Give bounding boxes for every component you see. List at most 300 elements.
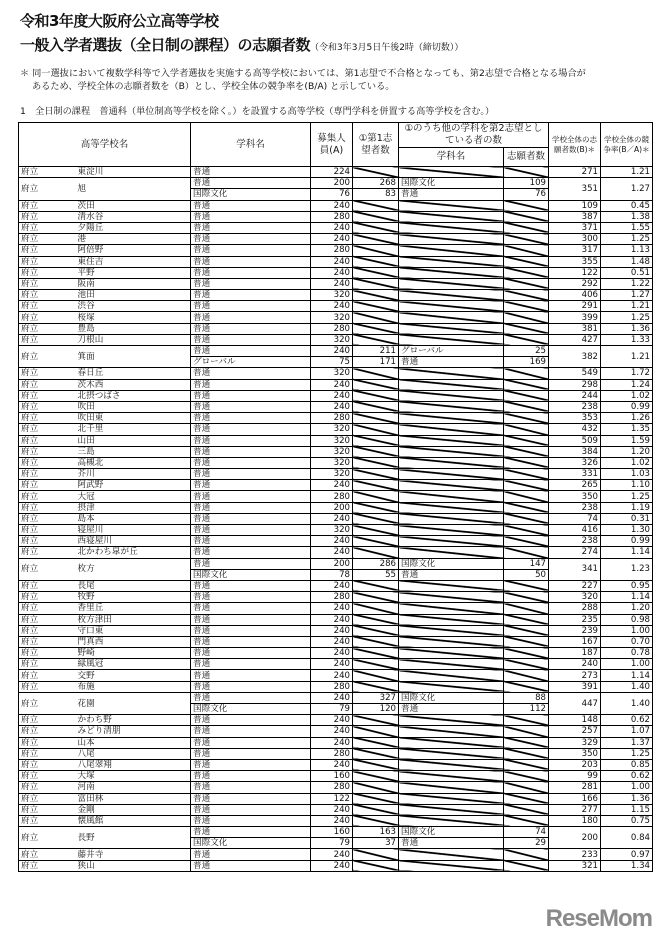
school-name-cell: 大冠 (76, 491, 191, 502)
ratio-cell: 1.25 (601, 312, 653, 323)
school-name-cell: 金剛 (76, 804, 191, 815)
table-row (19, 222, 653, 233)
second-dept-slash-cell (399, 491, 504, 502)
table-row (19, 558, 653, 569)
dept-cell: 普通 (191, 491, 311, 502)
capacity-cell: 240 (311, 480, 353, 491)
table-row (19, 614, 653, 625)
school-name-cell: 阿倍野 (76, 245, 191, 256)
dept-cell: 普通 (191, 379, 311, 390)
ratio-cell: 0.99 (601, 536, 653, 547)
second-count-slash-cell (504, 759, 549, 770)
second-dept-slash-cell (399, 748, 504, 759)
prefecture-cell: 府立 (19, 301, 76, 312)
second-dept-slash-cell (399, 771, 504, 782)
prefecture-cell: 府立 (19, 726, 76, 737)
table-row (19, 692, 653, 703)
ratio-cell: 1.36 (601, 793, 653, 804)
table-row (19, 334, 653, 345)
second-dept-slash-cell (399, 245, 504, 256)
table-row (19, 491, 653, 502)
total-applicants-cell: 233 (549, 849, 601, 860)
second-count-slash-cell (504, 636, 549, 647)
table-row (19, 827, 653, 838)
first-choice-slash-cell (353, 681, 399, 692)
total-applicants-cell: 74 (549, 513, 601, 524)
second-dept-slash-cell (399, 715, 504, 726)
first-choice-slash-cell (353, 860, 399, 871)
first-choice-cell: 327 (353, 692, 399, 703)
second-dept-cell: 国際文化 (399, 558, 504, 569)
second-count-cell: 50 (504, 569, 549, 580)
second-count-slash-cell (504, 502, 549, 513)
school-name-cell: 緑風冠 (76, 659, 191, 670)
dept-cell: 普通 (191, 648, 311, 659)
second-count-slash-cell (504, 278, 549, 289)
second-count-slash-cell (504, 491, 549, 502)
dept-cell: 普通 (191, 290, 311, 301)
second-dept-slash-cell (399, 737, 504, 748)
capacity-cell: 280 (311, 211, 353, 222)
ratio-cell: 1.48 (601, 256, 653, 267)
capacity-cell: 240 (311, 815, 353, 826)
total-applicants-cell: 167 (549, 636, 601, 647)
table-row (19, 603, 653, 614)
capacity-cell: 240 (311, 234, 353, 245)
dept-cell: 普通 (191, 222, 311, 233)
prefecture-cell: 府立 (19, 290, 76, 301)
first-choice-slash-cell (353, 267, 399, 278)
capacity-cell: 76 (311, 189, 353, 200)
total-applicants-cell: 271 (549, 167, 601, 178)
ratio-cell: 0.95 (601, 580, 653, 591)
school-name-cell: 箕面 (76, 346, 191, 368)
ratio-cell: 1.40 (601, 692, 653, 714)
second-dept-slash-cell (399, 614, 504, 625)
ratio-cell: 1.59 (601, 435, 653, 446)
first-choice-slash-cell (353, 290, 399, 301)
ratio-cell: 1.14 (601, 592, 653, 603)
document-subtitle (20, 34, 463, 55)
first-choice-slash-cell (353, 469, 399, 480)
prefecture-cell: 府立 (19, 547, 76, 558)
ratio-cell: 0.98 (601, 614, 653, 625)
capacity-cell: 240 (311, 648, 353, 659)
first-choice-slash-cell (353, 278, 399, 289)
school-name-cell: 阿武野 (76, 480, 191, 491)
second-count-slash-cell (504, 849, 549, 860)
dept-cell: 普通 (191, 558, 311, 569)
table-row (19, 547, 653, 558)
second-dept-cell: グローバル (399, 346, 504, 357)
prefecture-cell: 府立 (19, 759, 76, 770)
prefecture-cell: 府立 (19, 603, 76, 614)
ratio-cell: 0.78 (601, 648, 653, 659)
ratio-cell: 0.97 (601, 849, 653, 860)
table-row (19, 636, 653, 647)
capacity-cell: 240 (311, 726, 353, 737)
dept-cell: 普通 (191, 424, 311, 435)
first-choice-slash-cell (353, 737, 399, 748)
total-applicants-cell: 238 (549, 502, 601, 513)
second-dept-slash-cell (399, 390, 504, 401)
prefecture-cell: 府立 (19, 502, 76, 513)
first-choice-cell: 268 (353, 178, 399, 189)
total-applicants-cell: 300 (549, 234, 601, 245)
capacity-cell: 240 (311, 804, 353, 815)
table-row (19, 457, 653, 468)
total-applicants-cell: 292 (549, 278, 601, 289)
school-name-cell: 布施 (76, 681, 191, 692)
dept-cell: 普通 (191, 771, 311, 782)
second-dept-slash-cell (399, 256, 504, 267)
prefecture-cell: 府立 (19, 648, 76, 659)
table-row (19, 580, 653, 591)
school-name-cell: 芥川 (76, 469, 191, 480)
ratio-cell: 1.02 (601, 457, 653, 468)
prefecture-cell: 府立 (19, 222, 76, 233)
second-count-slash-cell (504, 748, 549, 759)
total-applicants-cell: 227 (549, 580, 601, 591)
dept-cell: 普通 (191, 636, 311, 647)
ratio-cell: 1.37 (601, 737, 653, 748)
dept-cell: 普通 (191, 234, 311, 245)
total-applicants-cell: 427 (549, 334, 601, 345)
prefecture-cell: 府立 (19, 469, 76, 480)
dept-cell: 普通 (191, 804, 311, 815)
second-count-slash-cell (504, 334, 549, 345)
school-name-cell: 港 (76, 234, 191, 245)
capacity-cell: 240 (311, 301, 353, 312)
first-choice-slash-cell (353, 759, 399, 770)
table-row (19, 323, 653, 334)
first-choice-cell: 83 (353, 189, 399, 200)
total-applicants-cell: 406 (549, 290, 601, 301)
capacity-cell: 320 (311, 290, 353, 301)
capacity-cell: 240 (311, 278, 353, 289)
prefecture-cell: 府立 (19, 413, 76, 424)
table-row (19, 782, 653, 793)
total-applicants-cell: 257 (549, 726, 601, 737)
applicants-table (18, 122, 653, 872)
dept-cell: 普通 (191, 547, 311, 558)
capacity-cell: 280 (311, 245, 353, 256)
second-count-cell: 29 (504, 838, 549, 849)
capacity-cell: 240 (311, 390, 353, 401)
first-choice-cell: 286 (353, 558, 399, 569)
second-dept-slash-cell (399, 603, 504, 614)
subtitle-main: 一般入学者選抜（全日制の課程）の志願者数 (20, 36, 311, 54)
total-applicants-cell: 240 (549, 659, 601, 670)
first-choice-slash-cell (353, 424, 399, 435)
prefecture-cell: 府立 (19, 424, 76, 435)
capacity-cell: 240 (311, 379, 353, 390)
second-dept-slash-cell (399, 424, 504, 435)
section-heading: 1 全日制の課程 普通科（単位制高等学校を除く。）を設置する高等学校（専門学科を併置する高等学校を含む。） (20, 106, 495, 117)
prefecture-cell: 府立 (19, 681, 76, 692)
second-dept-slash-cell (399, 659, 504, 670)
capacity-cell: 240 (311, 536, 353, 547)
table-row (19, 469, 653, 480)
header-second-choice: ①のうち他の学科を第2志望としている者の数 (399, 123, 549, 148)
school-name-cell: 刀根山 (76, 334, 191, 345)
dept-cell: 国際文化 (191, 704, 311, 715)
school-name-cell: 東住吉 (76, 256, 191, 267)
capacity-cell: 240 (311, 580, 353, 591)
total-applicants-cell: 244 (549, 390, 601, 401)
header-school: 高等学校名 (19, 123, 191, 167)
prefecture-cell: 府立 (19, 860, 76, 871)
ratio-cell: 0.84 (601, 827, 653, 849)
first-choice-slash-cell (353, 547, 399, 558)
first-choice-slash-cell (353, 648, 399, 659)
total-applicants-cell: 391 (549, 681, 601, 692)
second-count-slash-cell (504, 648, 549, 659)
second-dept-cell: 国際文化 (399, 827, 504, 838)
table-row (19, 256, 653, 267)
table-row (19, 748, 653, 759)
subtitle-date: （令和3年3月5日午後2時（締切数）） (310, 43, 464, 53)
dept-cell: 普通 (191, 592, 311, 603)
ratio-cell: 1.23 (601, 558, 653, 580)
ratio-cell: 1.25 (601, 491, 653, 502)
prefecture-cell: 府立 (19, 234, 76, 245)
second-count-slash-cell (504, 547, 549, 558)
ratio-cell: 0.31 (601, 513, 653, 524)
first-choice-slash-cell (353, 222, 399, 233)
ratio-cell: 0.62 (601, 715, 653, 726)
second-count-slash-cell (504, 860, 549, 871)
total-applicants-cell: 265 (549, 480, 601, 491)
total-applicants-cell: 274 (549, 547, 601, 558)
prefecture-cell: 府立 (19, 827, 76, 849)
second-dept-slash-cell (399, 413, 504, 424)
prefecture-cell: 府立 (19, 480, 76, 491)
table-row (19, 771, 653, 782)
first-choice-cell: 120 (353, 704, 399, 715)
school-name-cell: 枚方 (76, 558, 191, 580)
first-choice-slash-cell (353, 603, 399, 614)
dept-cell: 普通 (191, 759, 311, 770)
second-dept-slash-cell (399, 670, 504, 681)
total-applicants-cell: 200 (549, 827, 601, 849)
second-dept-slash-cell (399, 592, 504, 603)
capacity-cell: 78 (311, 569, 353, 580)
header-second-count: 志願者数 (504, 148, 549, 167)
first-choice-slash-cell (353, 580, 399, 591)
school-name-cell: 山田 (76, 435, 191, 446)
first-choice-slash-cell (353, 312, 399, 323)
capacity-cell: 320 (311, 368, 353, 379)
second-count-slash-cell (504, 435, 549, 446)
dept-cell: 普通 (191, 469, 311, 480)
first-choice-slash-cell (353, 625, 399, 636)
capacity-cell: 240 (311, 222, 353, 233)
first-choice-slash-cell (353, 301, 399, 312)
capacity-cell: 75 (311, 357, 353, 368)
ratio-cell: 1.21 (601, 346, 653, 368)
prefecture-cell: 府立 (19, 636, 76, 647)
table-row (19, 625, 653, 636)
prefecture-cell: 府立 (19, 748, 76, 759)
capacity-cell: 320 (311, 312, 353, 323)
school-name-cell: 狭山 (76, 860, 191, 871)
second-count-slash-cell (504, 726, 549, 737)
prefecture-cell: 府立 (19, 346, 76, 368)
first-choice-cell: 163 (353, 827, 399, 838)
second-dept-slash-cell (399, 502, 504, 513)
second-count-slash-cell (504, 659, 549, 670)
table-row (19, 860, 653, 871)
ratio-cell: 0.51 (601, 267, 653, 278)
table-row (19, 480, 653, 491)
second-count-slash-cell (504, 480, 549, 491)
school-name-cell: 八尾翠翔 (76, 759, 191, 770)
total-applicants-cell: 355 (549, 256, 601, 267)
school-name-cell: 懐風館 (76, 815, 191, 826)
first-choice-slash-cell (353, 211, 399, 222)
resemom-logo: ReseMom (545, 905, 652, 932)
second-count-slash-cell (504, 580, 549, 591)
first-choice-slash-cell (353, 715, 399, 726)
second-dept-slash-cell (399, 368, 504, 379)
prefecture-cell: 府立 (19, 670, 76, 681)
second-count-slash-cell (504, 670, 549, 681)
first-choice-slash-cell (353, 849, 399, 860)
ratio-cell: 0.85 (601, 759, 653, 770)
first-choice-slash-cell (353, 167, 399, 178)
school-name-cell: 吹田 (76, 401, 191, 412)
table-row (19, 401, 653, 412)
capacity-cell: 320 (311, 469, 353, 480)
second-dept-slash-cell (399, 312, 504, 323)
first-choice-cell: 211 (353, 346, 399, 357)
second-count-slash-cell (504, 457, 549, 468)
ratio-cell: 0.99 (601, 401, 653, 412)
second-dept-slash-cell (399, 636, 504, 647)
prefecture-cell: 府立 (19, 782, 76, 793)
capacity-cell: 320 (311, 457, 353, 468)
school-name-cell: 豊島 (76, 323, 191, 334)
total-applicants-cell: 350 (549, 491, 601, 502)
ratio-cell: 1.14 (601, 547, 653, 558)
second-count-slash-cell (504, 771, 549, 782)
ratio-cell: 1.30 (601, 525, 653, 536)
prefecture-cell: 府立 (19, 401, 76, 412)
total-applicants-cell: 122 (549, 267, 601, 278)
dept-cell: 普通 (191, 167, 311, 178)
prefecture-cell: 府立 (19, 312, 76, 323)
second-dept-cell: 普通 (399, 189, 504, 200)
second-dept-slash-cell (399, 513, 504, 524)
capacity-cell: 240 (311, 547, 353, 558)
school-name-cell: かわち野 (76, 715, 191, 726)
total-applicants-cell: 350 (549, 748, 601, 759)
prefecture-cell: 府立 (19, 334, 76, 345)
prefecture-cell: 府立 (19, 804, 76, 815)
school-name-cell: 八尾 (76, 748, 191, 759)
total-applicants-cell: 509 (549, 435, 601, 446)
school-name-cell: 花園 (76, 692, 191, 714)
capacity-cell: 240 (311, 267, 353, 278)
second-count-slash-cell (504, 815, 549, 826)
table-row (19, 804, 653, 815)
capacity-cell: 280 (311, 323, 353, 334)
second-count-slash-cell (504, 536, 549, 547)
table-row (19, 424, 653, 435)
capacity-cell: 160 (311, 771, 353, 782)
footnote (20, 67, 660, 93)
second-count-cell: 109 (504, 178, 549, 189)
capacity-cell: 224 (311, 167, 353, 178)
ratio-cell: 1.10 (601, 480, 653, 491)
first-choice-slash-cell (353, 413, 399, 424)
second-count-slash-cell (504, 301, 549, 312)
total-applicants-cell: 320 (549, 592, 601, 603)
prefecture-cell: 府立 (19, 435, 76, 446)
total-applicants-cell: 288 (549, 603, 601, 614)
total-applicants-cell: 277 (549, 804, 601, 815)
capacity-cell: 240 (311, 603, 353, 614)
school-name-cell: 茨木西 (76, 379, 191, 390)
second-dept-slash-cell (399, 759, 504, 770)
table-row (19, 849, 653, 860)
prefecture-cell: 府立 (19, 491, 76, 502)
dept-cell: 普通 (191, 457, 311, 468)
ratio-cell: 1.14 (601, 670, 653, 681)
first-choice-slash-cell (353, 256, 399, 267)
second-dept-slash-cell (399, 435, 504, 446)
school-name-cell: 枚方津田 (76, 614, 191, 625)
dept-cell: 普通 (191, 200, 311, 211)
table-row (19, 446, 653, 457)
ratio-cell: 1.27 (601, 290, 653, 301)
dept-cell: 国際文化 (191, 838, 311, 849)
ratio-cell: 1.03 (601, 469, 653, 480)
ratio-cell: 1.36 (601, 323, 653, 334)
second-count-cell: 147 (504, 558, 549, 569)
school-name-cell: 東淀川 (76, 167, 191, 178)
capacity-cell: 240 (311, 759, 353, 770)
first-choice-slash-cell (353, 614, 399, 625)
first-choice-slash-cell (353, 368, 399, 379)
table-row (19, 346, 653, 357)
school-name-cell: 平野 (76, 267, 191, 278)
first-choice-slash-cell (353, 748, 399, 759)
second-count-cell: 25 (504, 346, 549, 357)
second-count-slash-cell (504, 737, 549, 748)
total-applicants-cell: 317 (549, 245, 601, 256)
school-name-cell: 野崎 (76, 648, 191, 659)
school-name-cell: 渋谷 (76, 301, 191, 312)
table-body (19, 167, 653, 872)
prefecture-cell: 府立 (19, 580, 76, 591)
school-name-cell: 大塚 (76, 771, 191, 782)
total-applicants-cell: 166 (549, 793, 601, 804)
second-count-slash-cell (504, 603, 549, 614)
second-dept-cell: 普通 (399, 357, 504, 368)
dept-cell: 普通 (191, 525, 311, 536)
dept-cell: 普通 (191, 793, 311, 804)
second-dept-slash-cell (399, 793, 504, 804)
header-second-dept: 学科名 (399, 148, 504, 167)
prefecture-cell: 府立 (19, 457, 76, 468)
table-row (19, 793, 653, 804)
capacity-cell: 79 (311, 704, 353, 715)
second-dept-slash-cell (399, 167, 504, 178)
first-choice-slash-cell (353, 502, 399, 513)
ratio-cell: 1.34 (601, 860, 653, 871)
